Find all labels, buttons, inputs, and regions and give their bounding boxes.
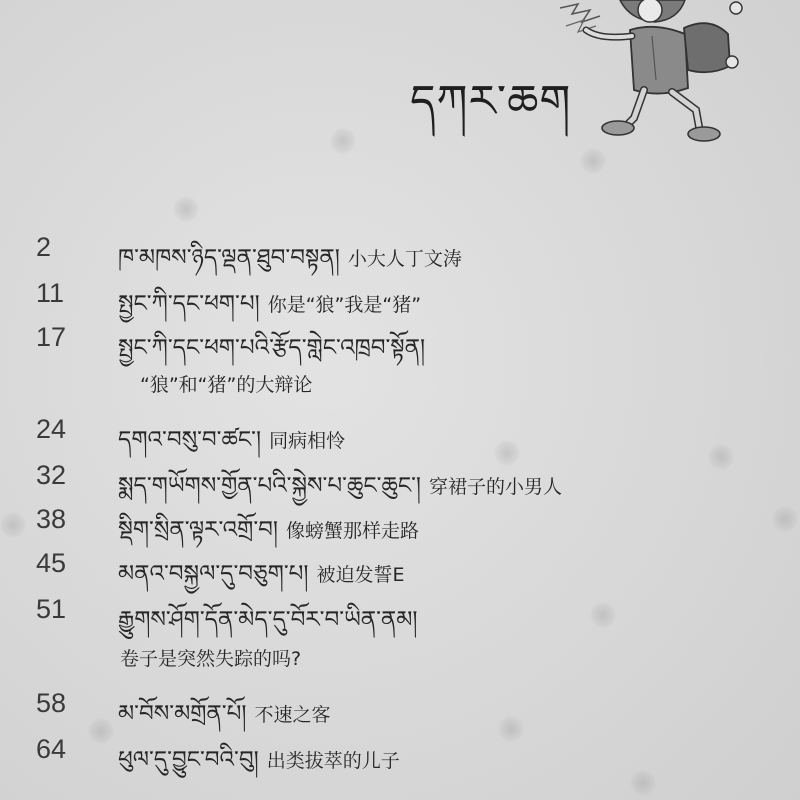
toc-title-tibetan-text: སྤྱང་ཀི་དང་ཕག་པའི་རྩོད་གླེང་འཁྲབ་སྟོན། <box>118 335 426 361</box>
toc-title-tibetan <box>118 734 400 799</box>
toc-title-tibetan-text: རྒྱུགས་ཤོག་དོན་མེད་དུ་བོར་བ་ཡིན་ནམ། <box>118 607 418 633</box>
contents-title: དཀར་ཆག <box>410 76 572 127</box>
toc-title-chinese: 穿裙子的小男人 <box>429 476 563 498</box>
toc-title-chinese: “狼”和“猪”的大辩论 <box>140 374 313 396</box>
toc-title-chinese: 小大人丁文涛 <box>347 248 462 270</box>
toc-page-number: 11 <box>36 278 65 308</box>
toc-title-tibetan-text: ཕུལ་དུ་བྱུང་བའི་བུ། <box>118 747 259 773</box>
toc-title-tibetan-text: སྡིག་སྲིན་ལྟར་འགྲོ་བ། <box>118 517 279 543</box>
toc-title-chinese: 你是“狼”我是“猪” <box>267 294 422 316</box>
toc-title-tibetan-text: མནའ་བསྐྱལ་དུ་བཅུག་པ། <box>118 561 309 587</box>
toc-page-number: 58 <box>36 688 67 718</box>
toc-title-chinese: 出类拔萃的儿子 <box>266 750 400 772</box>
toc-title-tibetan-text: དགའ་བསུ་བ་ཚང་། <box>118 427 262 453</box>
toc-page-number: 24 <box>36 414 67 444</box>
toc-title-chinese: 卷子是突然失踪的吗? <box>120 648 302 670</box>
toc-page-number: 17 <box>36 322 67 352</box>
toc-page-number: 32 <box>36 460 67 490</box>
toc-title-chinese: 不速之客 <box>254 704 331 726</box>
toc-title-tibetan-text: སྤྱང་ཀི་དང་ཕག་པ། <box>118 291 260 317</box>
toc-page-number: 38 <box>36 504 67 534</box>
toc-page-number: 45 <box>36 548 67 578</box>
toc-page-number: 64 <box>36 734 67 764</box>
toc-title-tibetan-text: མ་བོས་མགྲོན་པོ། <box>118 701 247 727</box>
toc-title-chinese: 像螃蟹那样走路 <box>286 520 420 542</box>
toc-title-chinese: 同病相怜 <box>269 430 346 452</box>
toc-title-tibetan-text: ཁ་མཁས་ཉིད་ལྡན་ཐུབ་བསྟན། <box>118 245 340 271</box>
toc-title-tibetan-text: སྨད་གཡོགས་གྱོན་པའི་སྐྱེས་པ་ཆུང་ཆུང་། <box>118 473 422 499</box>
toc-page-number: 2 <box>36 232 52 262</box>
toc-page-number: 51 <box>36 594 67 624</box>
toc-title-chinese: 被迫发誓E <box>316 564 405 586</box>
